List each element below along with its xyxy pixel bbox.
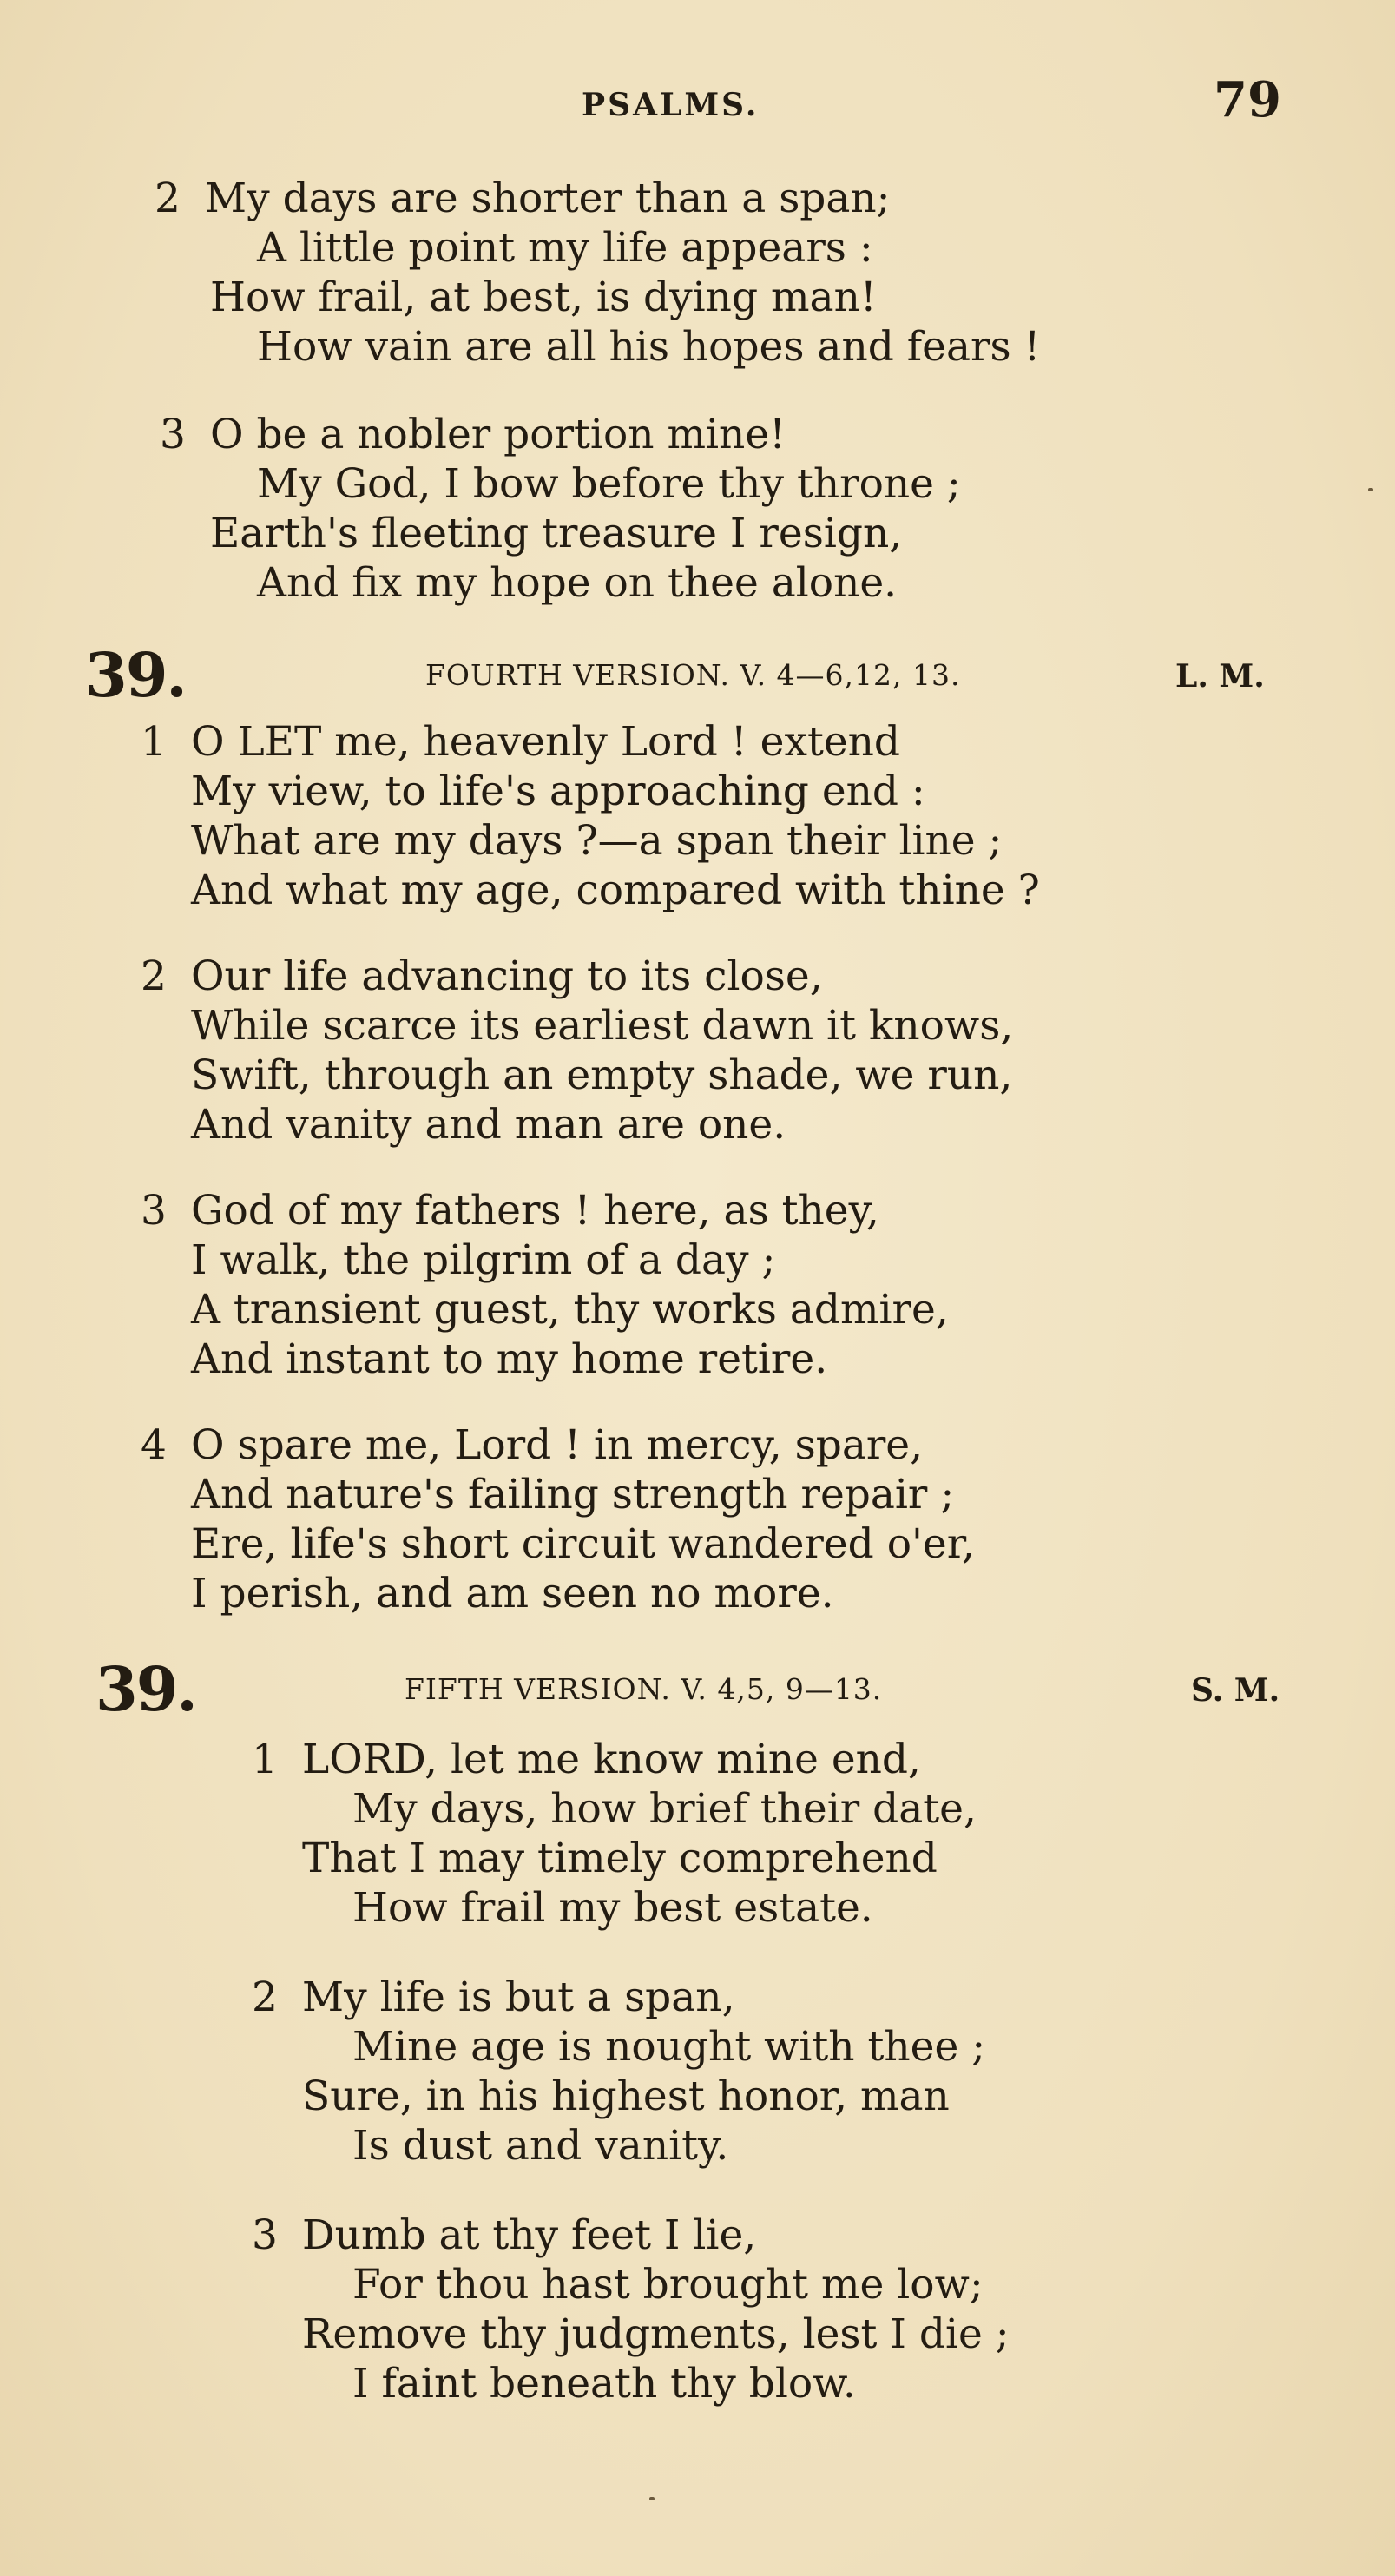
- stanza-line: And vanity and man are one.: [191, 1101, 786, 1149]
- hymn-stanza: [141, 1186, 949, 1384]
- stanza-number: 4: [141, 1421, 167, 1469]
- hymn-header: [0, 639, 1395, 711]
- stanza-number: 3: [252, 2211, 278, 2259]
- hymn-title: FIFTH VERSION. V. 4,5, 9—13.: [405, 1672, 883, 1706]
- stanza-line: I walk, the pilgrim of a day ;: [191, 1236, 776, 1284]
- stanza-number: 2: [155, 175, 181, 222]
- stanza-line: Mine age is nought with thee ;: [352, 2023, 986, 2071]
- stanza-line: How frail, at best, is dying man!: [210, 273, 877, 321]
- hymn-stanza: [252, 1973, 985, 2171]
- stanza-line: For thou hast brought me low;: [352, 2261, 984, 2309]
- hymn-stanza: [252, 1735, 977, 1933]
- stanza-line: I perish, and am seen no more.: [191, 1570, 834, 1617]
- stanza-line: My days, how brief their date,: [352, 1785, 977, 1833]
- stanza-line: 2 My life is but a span,: [252, 1973, 735, 2021]
- continued-stanza: [155, 174, 1040, 372]
- stanza-line: A transient guest, thy works admire,: [191, 1286, 949, 1334]
- stanza-line: Remove thy judgments, lest I die ;: [302, 2310, 1010, 2358]
- hymn-number: 39.: [95, 1653, 196, 1725]
- stanza-line: And nature's failing strength repair ;: [191, 1471, 955, 1519]
- stanza-line: Sure, in his highest honor, man: [302, 2072, 950, 2120]
- stanza-line: My view, to life's approaching end :: [191, 768, 925, 815]
- hymn-header: [0, 1653, 1395, 1723]
- stanza-line: 3 God of my fathers ! here, as they,: [141, 1187, 879, 1235]
- stanza-line: And instant to my home retire.: [191, 1335, 828, 1383]
- stanza-line: While scarce its earliest dawn it knows,: [191, 1002, 1014, 1050]
- stanza-number: 2: [252, 1973, 278, 2021]
- stanza-line: 1 O LET me, heavenly Lord ! extend: [141, 718, 901, 766]
- stanza-line: 3 O be a nobler portion mine!: [160, 411, 786, 458]
- stanza-line: I faint beneath thy blow.: [352, 2360, 856, 2408]
- stanza-number: 1: [141, 718, 167, 766]
- stanza-line: And what my age, compared with thine ?: [191, 866, 1040, 914]
- stanza-line: A little point my life appears :: [257, 224, 873, 272]
- running-title: PSALMS.: [582, 87, 760, 123]
- stanza-line: 1 LORD, let me know mine end,: [252, 1736, 921, 1783]
- stanza-number: 3: [141, 1187, 167, 1235]
- stanza-line: What are my days ?—a span their line ;: [191, 817, 1003, 865]
- continued-stanza: [160, 410, 961, 608]
- stanza-line: My God, I bow before thy throne ;: [257, 460, 961, 508]
- stanza-number: 2: [141, 952, 167, 1000]
- hymn-stanza: [141, 1420, 975, 1618]
- hymn-title: FOURTH VERSION. V. 4—6,12, 13.: [425, 658, 961, 692]
- stanza-line: 3 Dumb at thy feet I lie,: [252, 2211, 757, 2259]
- ink-speck: [649, 2497, 655, 2500]
- hymn-meter: L. M.: [1175, 658, 1265, 695]
- stanza-number: 1: [252, 1736, 278, 1783]
- hymn-number: 39.: [85, 639, 186, 711]
- stanza-line: Ere, life's short circuit wandered o'er,: [191, 1520, 975, 1568]
- stanza-line: Is dust and vanity.: [352, 2122, 729, 2170]
- stanza-line: 4 O spare me, Lord ! in mercy, spare,: [141, 1421, 924, 1469]
- hymn-stanza: [252, 2210, 1010, 2408]
- hymn-meter: S. M.: [1191, 1672, 1280, 1709]
- page-number: 79: [1214, 71, 1281, 128]
- stanza-number: 3: [160, 411, 186, 458]
- hymn-stanza: [141, 952, 1013, 1150]
- ink-speck: [1368, 488, 1373, 491]
- stanza-line: That I may timely comprehend: [302, 1835, 938, 1882]
- hymn-stanza: [141, 717, 1040, 915]
- stanza-line: 2 My days are shorter than a span;: [155, 175, 891, 222]
- stanza-line: Swift, through an empty shade, we run,: [191, 1051, 1013, 1099]
- stanza-line: And fix my hope on thee alone.: [257, 559, 898, 607]
- stanza-line: How vain are all his hopes and fears !: [257, 323, 1041, 371]
- stanza-line: Earth's fleeting treasure I resign,: [210, 510, 903, 557]
- stanza-line: 2 Our life advancing to its close,: [141, 952, 823, 1000]
- stanza-line: How frail my best estate.: [352, 1884, 873, 1932]
